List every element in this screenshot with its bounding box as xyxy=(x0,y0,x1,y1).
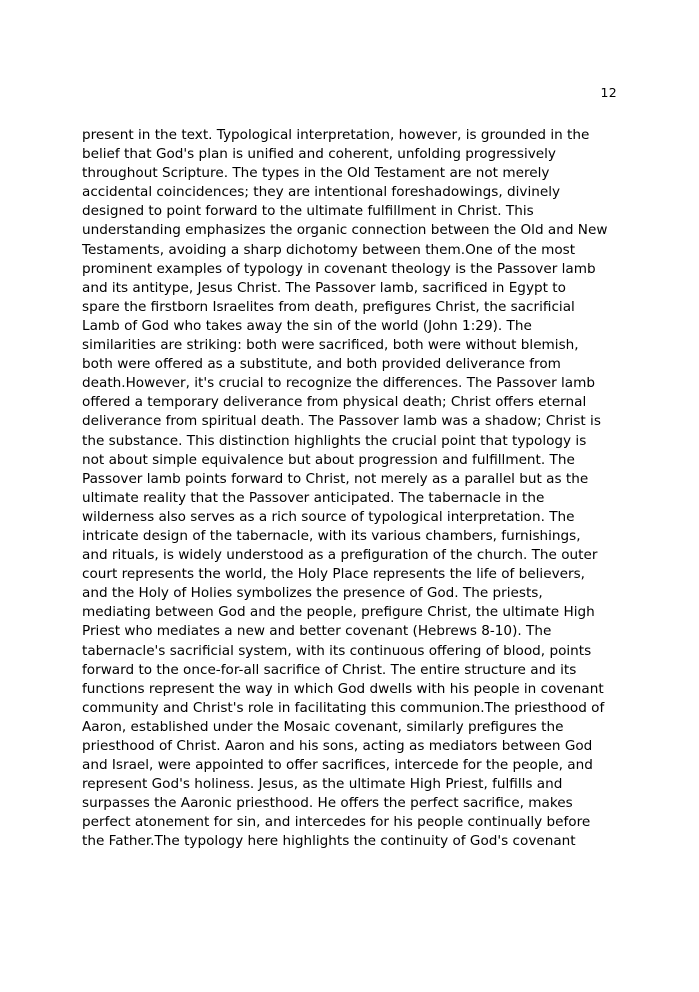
text-line: similarities are striking: both were sacrificed, both were without blemish, xyxy=(82,337,579,354)
text-line: not about simple equivalence but about progression and fulfillment. The xyxy=(82,451,575,468)
text-line: Priest who mediates a new and better covenant (Hebrews 8-10). The xyxy=(82,623,552,640)
text-line: belief that God's plan is unified and coherent, unfolding progressively xyxy=(82,146,556,163)
text-line: and its antitype, Jesus Christ. The Passover lamb, sacrificed in Egypt to xyxy=(82,279,566,296)
text-line: priesthood of Christ. Aaron and his sons, acting as mediators between God xyxy=(82,738,593,754)
page-number: 12 xyxy=(600,85,617,100)
text-line: Lamb of God who takes away the sin of the world (John 1:29). The xyxy=(82,317,532,334)
text-line: mediating between God and the people, prefigure Christ, the ultimate High xyxy=(82,604,595,621)
text-line: wilderness also serves as a rich source of typological interpretation. The xyxy=(82,508,575,525)
text-line: ultimate reality that the Passover anticipated. The tabernacle in the xyxy=(82,489,545,506)
text-line: the Father.The typology here highlights the continuity of God's covenant xyxy=(82,833,576,850)
text-line: forward to the once-for-all sacrifice of Christ. The entire structure and its xyxy=(82,661,577,678)
text-line: court represents the world, the Holy Place represents the life of believers, xyxy=(82,566,585,583)
text-line: and Israel, were appointed to offer sacrifices, intercede for the people, and xyxy=(82,757,593,774)
text-line: throughout Scripture. The types in the Old Testament are not merely xyxy=(82,165,550,182)
text-line: Testaments, avoiding a sharp dichotomy between them.One of the most xyxy=(82,241,576,258)
text-line: functions represent the way in which God dwells with his people in covenant xyxy=(82,680,604,697)
text-line: prominent examples of typology in covenant theology is the Passover lamb xyxy=(82,260,596,277)
text-line: and rituals, is widely understood as a prefiguration of the church. The outer xyxy=(82,547,598,564)
text-line: understanding emphasizes the organic connection between the Old and New xyxy=(82,222,608,239)
text-line: Passover lamb points forward to Christ, not merely as a parallel but as the xyxy=(82,470,589,487)
text-line: Aaron, established under the Mosaic covenant, similarly prefigures the xyxy=(82,718,564,735)
text-line: offered a temporary deliverance from physical death; Christ offers eternal xyxy=(82,394,587,411)
text-line: designed to point forward to the ultimate fulfillment in Christ. This xyxy=(82,203,534,220)
body-text xyxy=(82,126,642,852)
text-line: intricate design of the tabernacle, with its various chambers, furnishings, xyxy=(82,527,581,544)
text-line: and the Holy of Holies symbolizes the presence of God. The priests, xyxy=(82,585,543,602)
text-line: the substance. This distinction highlights the crucial point that typology is xyxy=(82,432,587,449)
text-line: community and Christ's role in facilitating this communion.The priesthood of xyxy=(82,699,605,716)
text-line: deliverance from spiritual death. The Passover lamb was a shadow; Christ is xyxy=(82,413,601,430)
text-line: present in the text. Typological interpretation, however, is grounded in the xyxy=(82,127,590,143)
text-line: perfect atonement for sin, and intercedes for his people continually before xyxy=(82,814,591,831)
text-line: death.However, it's crucial to recognize the differences. The Passover lamb xyxy=(82,375,595,392)
text-line: both were offered as a substitute, and both provided deliverance from xyxy=(82,356,561,373)
text-line: surpasses the Aaronic priesthood. He offers the perfect sacrifice, makes xyxy=(82,795,573,812)
text-line: represent God's holiness. Jesus, as the ultimate High Priest, fulfills and xyxy=(82,776,563,793)
text-line: spare the firstborn Israelites from death, prefigures Christ, the sacrificial xyxy=(82,298,575,315)
text-line: accidental coincidences; they are intentional foreshadowings, divinely xyxy=(82,184,561,201)
text-line: tabernacle's sacrificial system, with its continuous offering of blood, points xyxy=(82,642,592,659)
